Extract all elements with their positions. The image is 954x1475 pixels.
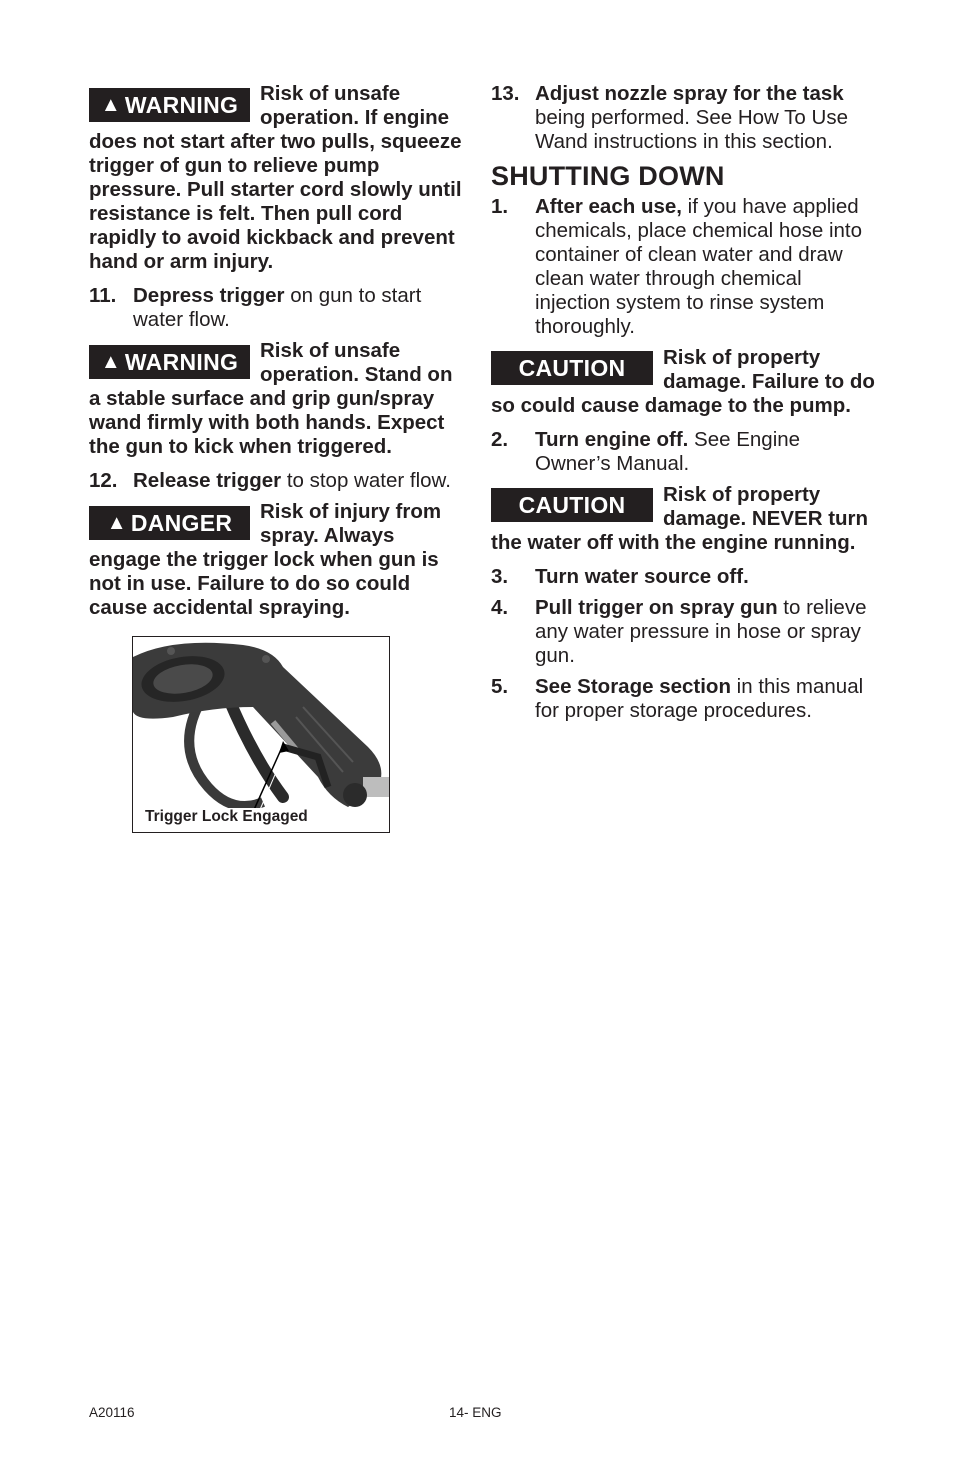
- warning-triangle-icon: ▲: [100, 93, 121, 116]
- danger-notice: [89, 500, 467, 620]
- step-12: 12. Release trigger to stop water flow.: [89, 469, 451, 492]
- step-13: 13. Adjust nozzle spray for the task being performed. See How To Use Wand instructions in this section.: [491, 82, 848, 153]
- warning-triangle-icon: ▲: [106, 511, 127, 534]
- warning-badge: ▲ WARNING: [89, 345, 250, 379]
- warning-badge: ▲ WARNING: [89, 88, 250, 122]
- step-11: 11. Depress trigger on gun to start water flow.: [89, 284, 422, 331]
- warning-notice-2: [89, 339, 467, 459]
- section-heading: SHUTTING DOWN: [491, 161, 725, 191]
- warning-notice-1: [89, 82, 467, 274]
- left-column: [89, 82, 467, 833]
- shutdown-step-3: 3. Turn water source off.: [491, 565, 749, 588]
- shutdown-step-1: 1. After each use, if you have applied chemicals, place chemical hose into container of clean water and draw clean water through chemical injection system to rinse system thoroughly.: [491, 195, 863, 338]
- document-code: A20116: [89, 1405, 135, 1420]
- caution-badge: CAUTION: [491, 351, 653, 385]
- warning-text: Risk of unsafe operation. If engine does not start after two pulls, squeeze trigger of gun to relieve pump pressure. Pull starter cord slowly until resistance is felt. Then pull cord rapidly to avoid kickback and prevent hand or arm injury.: [89, 82, 462, 273]
- warning-text: Risk of unsafe operation. Stand on a stable surface and grip gun/spray wand firmly with both hands. Expect the gun to kick when triggered.: [89, 339, 453, 458]
- trigger-lock-figure: [132, 636, 390, 833]
- danger-badge: ▲ DANGER: [89, 506, 250, 540]
- figure-caption: Trigger Lock Engaged: [145, 808, 308, 825]
- caution-badge: CAUTION: [491, 488, 653, 522]
- right-column: [491, 82, 876, 730]
- shutdown-step-5: 5. See Storage section in this manual for proper storage procedures.: [491, 675, 864, 722]
- caution-text: Risk of property damage. NEVER turn the water off with the engine running.: [491, 483, 869, 554]
- caution-notice-2: [491, 483, 876, 555]
- spray-gun-illustration: [133, 637, 389, 832]
- caution-notice-1: [491, 346, 876, 418]
- page-number: 14- ENG: [449, 1405, 502, 1420]
- shutdown-step-2: 2. Turn engine off. See Engine Owner’s Manual.: [491, 428, 801, 475]
- danger-text: Risk of injury from spray. Always engage the trigger lock when gun is not in use. Failure to do so could cause accidental spraying.: [89, 500, 442, 619]
- caution-text: Risk of property damage. Failure to do so could cause damage to the pump.: [491, 346, 875, 417]
- warning-triangle-icon: ▲: [100, 350, 121, 373]
- shutdown-step-4: 4. Pull trigger on spray gun to relieve any water pressure in hose or spray gun.: [491, 596, 867, 667]
